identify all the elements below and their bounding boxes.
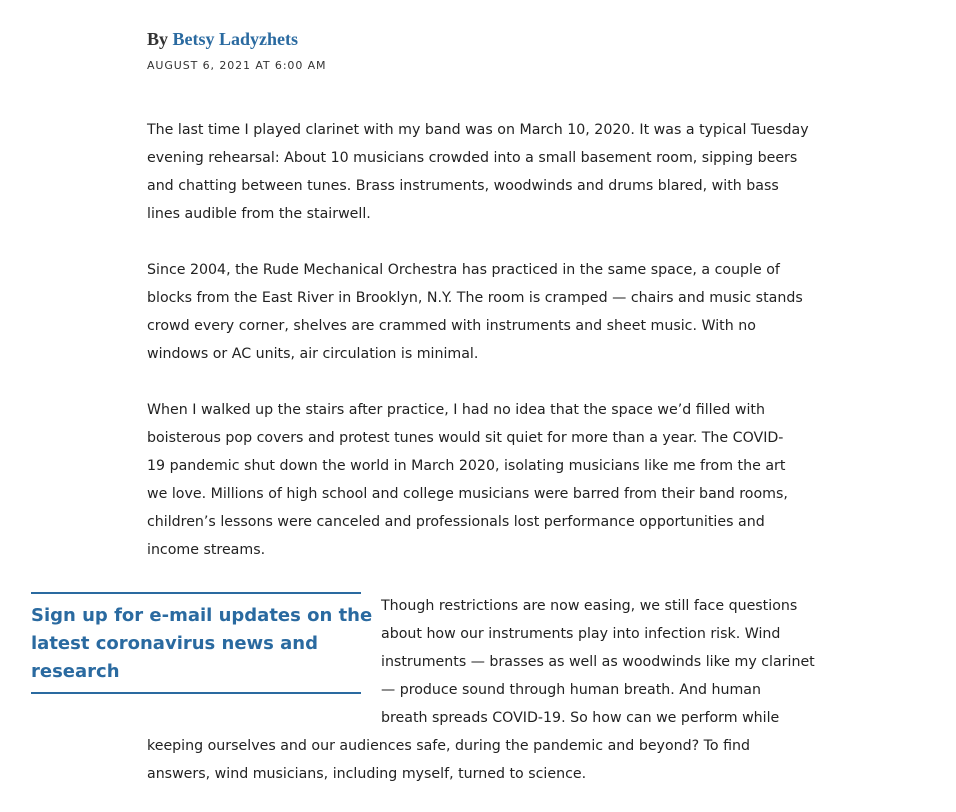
publish-date: AUGUST 6, 2021 AT 6:00 AM [147, 59, 327, 72]
byline-prefix: By [147, 29, 169, 49]
paragraph-line: and chatting between tunes. Brass instruments, woodwinds and drums blared, with bass [147, 178, 779, 194]
signup-line: research [31, 661, 120, 682]
newsletter-signup-link[interactable] [31, 602, 372, 686]
paragraph-line: Though restrictions are now easing, we still face questions [381, 598, 798, 614]
paragraph-line: keeping ourselves and our audiences safe, during the pandemic and beyond? To find [147, 738, 751, 754]
author-link[interactable]: Betsy Ladyzhets [172, 29, 299, 49]
paragraph-line: we love. Millions of high school and college musicians were barred from their band rooms, [147, 486, 788, 502]
paragraph-line: evening rehearsal: About 10 musicians crowded into a small basement room, sipping beers [147, 150, 798, 166]
paragraph-2 [147, 256, 837, 368]
paragraph-line: about how our instruments play into infection risk. Wind [381, 626, 781, 642]
paragraph-line: When I walked up the stairs after practice, I had no idea that the space we’d filled with [147, 402, 765, 418]
paragraph-line: The last time I played clarinet with my band was on March 10, 2020. It was a typical Tuesday [147, 122, 809, 138]
paragraph-line: lines audible from the stairwell. [147, 206, 371, 222]
paragraph-line: income streams. [147, 542, 266, 558]
paragraph-1 [147, 116, 837, 228]
paragraph-line: crowd every corner, shelves are crammed with instruments and sheet music. With no [147, 318, 756, 334]
paragraph-line: — produce sound through human breath. And human [381, 682, 761, 698]
paragraph-line: windows or AC units, air circulation is minimal. [147, 346, 479, 362]
paragraph-line: answers, wind musicians, including myself, turned to science. [147, 766, 587, 782]
paragraph-line: blocks from the East River in Brooklyn, N.Y. The room is cramped — chairs and music stands [147, 290, 803, 306]
signup-line: Sign up for e-mail updates on the [31, 605, 373, 626]
paragraph-line: boisterous pop covers and protest tunes would sit quiet for more than a year. The COVID- [147, 430, 784, 446]
paragraph-line: children’s lessons were canceled and professionals lost performance opportunities and [147, 514, 765, 530]
signup-line: latest coronavirus news and [31, 633, 319, 654]
byline [147, 29, 298, 50]
paragraph-line: instruments — brasses as well as woodwinds like my clarinet [381, 654, 815, 670]
paragraph-line: Since 2004, the Rude Mechanical Orchestra has practiced in the same space, a couple of [147, 262, 780, 278]
paragraph-line: 19 pandemic shut down the world in March 2020, isolating musicians like me from the art [147, 458, 786, 474]
paragraph-line: breath spreads COVID-19. So how can we perform while [381, 710, 780, 726]
paragraph-3 [147, 396, 837, 564]
newsletter-signup-box [31, 592, 373, 694]
